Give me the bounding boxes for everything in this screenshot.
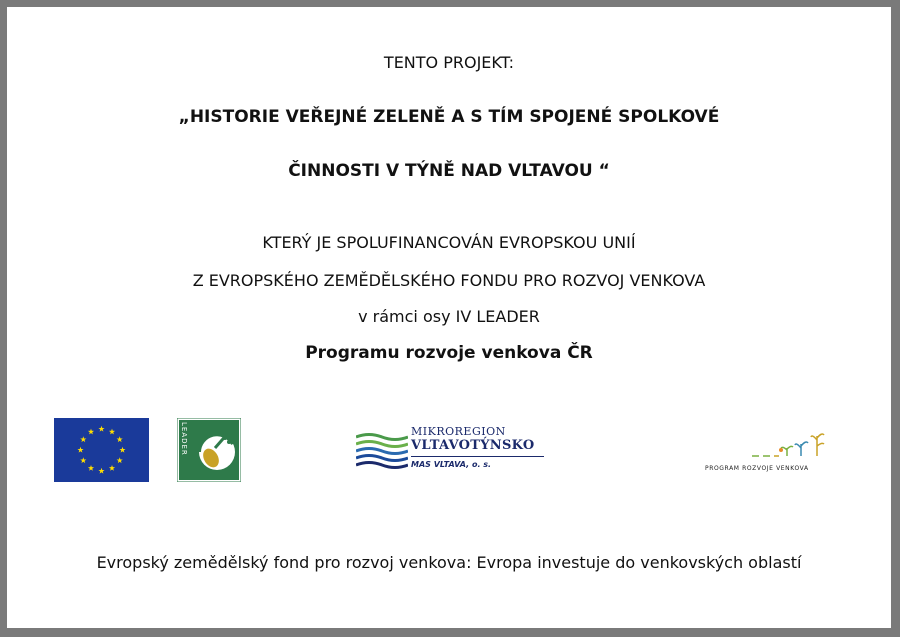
eu-star-icon	[88, 465, 94, 471]
mikroregion-logo	[356, 425, 546, 477]
eu-star-icon	[77, 447, 83, 453]
eu-star-icon	[98, 426, 104, 432]
eu-star-icon	[117, 436, 123, 442]
heading: TENTO PROJEKT:	[383, 53, 515, 72]
eu-star-icon	[109, 465, 115, 471]
sprouts-icon	[697, 424, 837, 464]
cofinanced-line-2: Z EVROPSKÉHO ZEMĚDĚLSKÉHO FONDU PRO ROZVOJ VENKOVA	[192, 271, 706, 290]
program-line: Programu rozvoje venkova ČR	[305, 343, 593, 363]
eu-star-icon	[117, 457, 123, 463]
eu-star-icon	[80, 457, 86, 463]
leader-text: LEADER	[180, 422, 188, 456]
program-label: PROGRAM ROZVOJE VENKOVA	[705, 465, 809, 472]
project-title-line-2: ČINNOSTI V TÝNĚ NAD VLTAVOU “	[288, 161, 610, 181]
eu-star-icon	[98, 468, 104, 474]
river-waves-icon	[356, 429, 408, 471]
project-title-line-1: „HISTORIE VEŘEJNÉ ZELENĚ A S TÍM SPOJENÉ SPOLKOVÉ	[178, 107, 720, 127]
eu-flag-icon	[54, 418, 149, 482]
eu-stars	[54, 418, 149, 482]
eu-star-icon	[88, 429, 94, 435]
eu-star-icon	[80, 436, 86, 442]
poster-sheet	[7, 7, 891, 628]
mas-vltava-label: MAS VLTAVA, o. s.	[411, 460, 492, 469]
leader-logo	[177, 418, 241, 482]
footer-text: Evropský zemědělský fond pro rozvoj venkova: Evropa investuje do venkovských oblastí	[96, 553, 802, 572]
vltavotynsko-label: VLTAVOTÝNSKO	[411, 438, 535, 453]
axis-line: v rámci osy IV LEADER	[358, 307, 540, 326]
divider	[411, 456, 544, 457]
program-rozvoje-venkova-logo	[697, 424, 837, 479]
eu-star-icon	[109, 429, 115, 435]
eu-star-icon	[119, 447, 125, 453]
mikroregion-label: MIKROREGION	[411, 425, 506, 438]
cofinanced-line-1: KTERÝ JE SPOLUFINANCOVÁN EVROPSKOU UNIÍ	[262, 233, 636, 252]
